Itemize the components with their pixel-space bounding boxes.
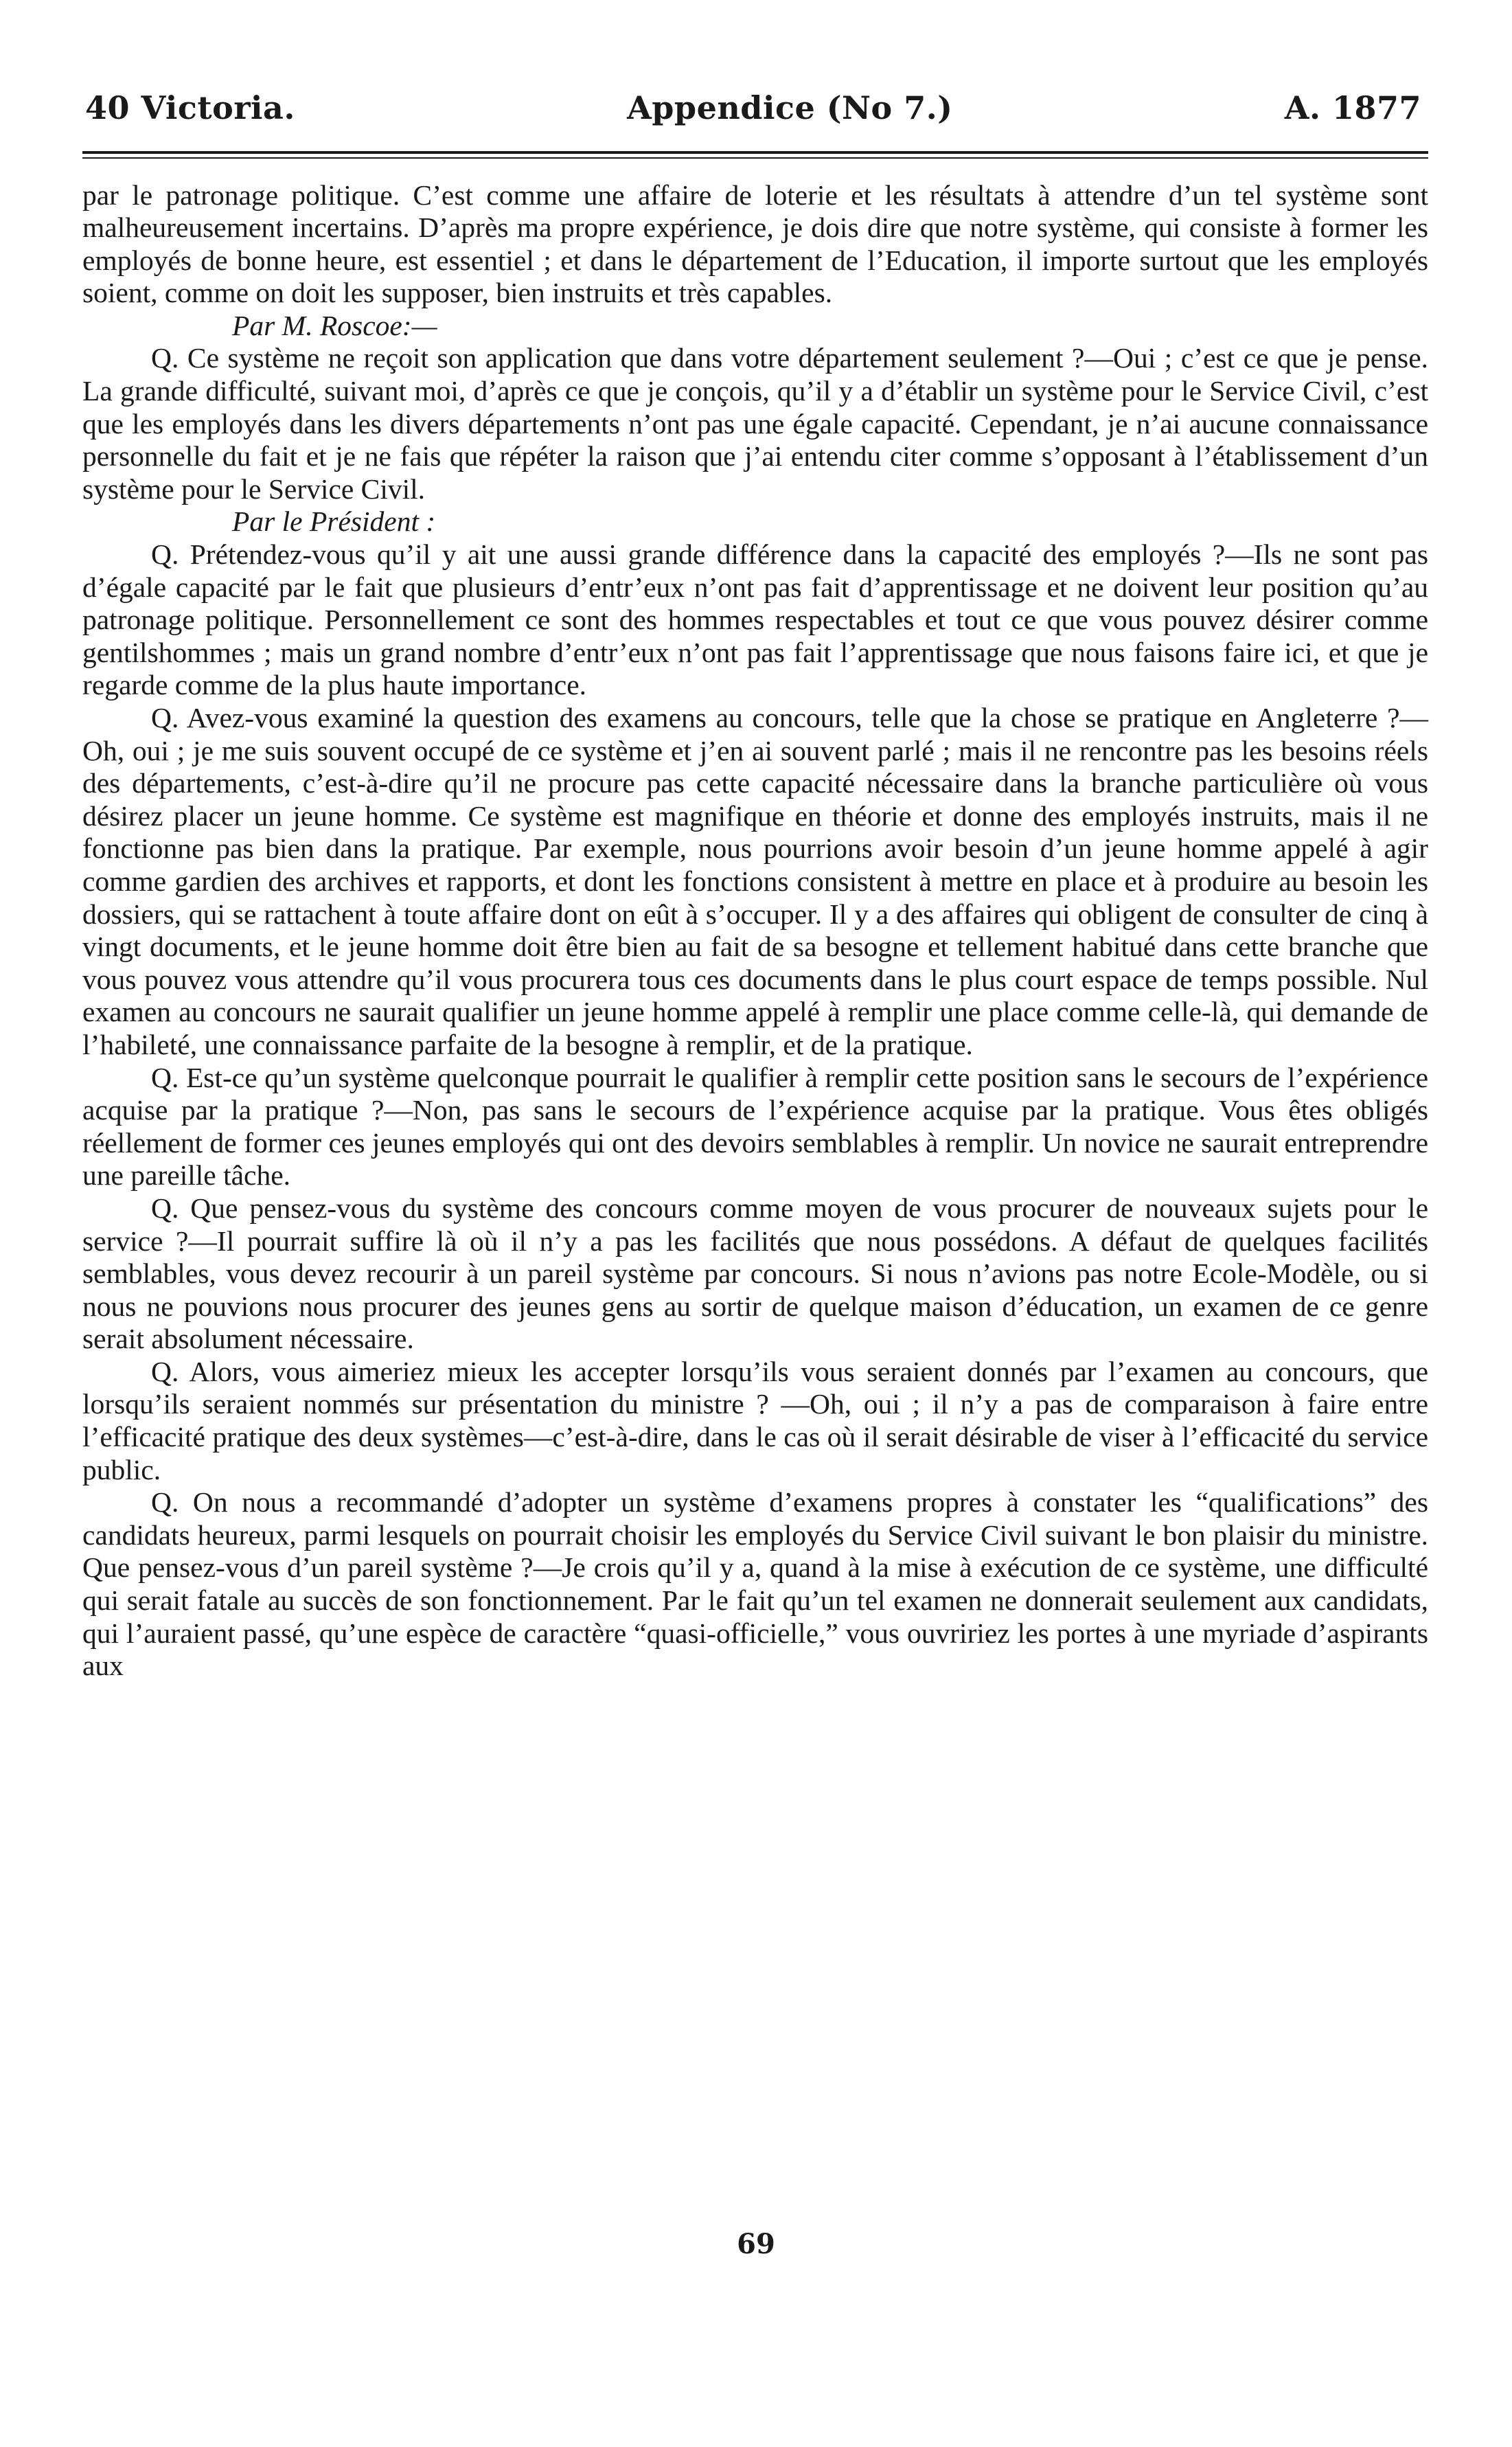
paragraph: Q. Avez-vous examiné la question des examens au concours, telle que la chose se pratique en Angleterre ?—Oh, oui ; je me suis souvent occupé de ce système et j’en ai souvent parlé ; mais il ne rencontre pas les besoins réels des départements, c’est-à-dire qu’il ne procure pas cette capacité nécessaire dans la branche particulière où vous désirez placer un jeune homme. Ce système est magnifique en théorie et donne des employés instruits, mais il ne fonctionne pas bien dans la pratique. Par exemple, nous pourrions avoir besoin d’un jeune homme appelé à agir comme gardien des archives et rapports, et dont les fonctions consistent à mettre en place et à produire au besoin les dossiers, qui se rattachent à toute affaire dont on eût à s’occuper. Il y a des affaires qui obligent de consulter de cinq à vingt documents, et le jeune homme doit être bien au fait de sa besogne et tellement habitué dans cette branche que vous pouvez vous attendre qu’il vous procurera tous ces documents dans le plus court espace de temps possible. Nul examen au concours ne saurait qualifier un jeune homme appelé à remplir une place comme celle-là, qui demande de l’habileté, une connaissance parfaite de la besogne à remplir, et de la pratique. [82, 702, 1428, 1060]
speaker-label: Par le Président : [232, 505, 436, 538]
paragraph: Q. Ce système ne reçoit son application que dans votre département seulement ?—Oui ; c’est ce que je pense. La grande difficulté, suivant moi, d’après ce que je conçois, qu’il y a d’établir un système pour le Service Civil, c’est que les employés dans les divers départements n’ont pas une égale capacité. Cependant, je n’ai aucune connaissance personnelle du fait et je ne fais que répéter la raison que j’ai entendu citer comme s’opposant à l’établissement d’un système pour le Service Civil. [82, 342, 1428, 505]
paragraph: Q. On nous a recommandé d’adopter un système d’examens propres à constater les “qualifications” des candidats heureux, parmi lesquels on pourrait choisir les employés du Service Civil suivant le bon plaisir du ministre. Que pensez-vous d’un pareil système ?—Je crois qu’il y a, quand à la mise à exécution de ce système, une difficulté qui serait fatale au succès de son fonctionnement. Par le fait qu’un tel examen ne donnerait seulement aux candidats, qui l’auraient passé, qu’une espèce de caractère “quasi-officielle,” vous ouvririez les portes à une myriade d’aspirants aux [82, 1486, 1428, 1682]
paragraph: Q. Prétendez-vous qu’il y ait une aussi grande différence dans la capacité des employés ?—Ils ne sont pas d’égale capacité par le fait que plusieurs d’entr’eux n’ont pas fait d’apprentissage et ne doivent leur position qu’au patronage politique. Personnellement ce sont des hommes respectables et tout ce que vous pouvez désirer comme gentilshommes ; mais un grand nombre d’entr’eux n’ont pas fait l’apprentissage que nous faisons faire ici, et que je regarde comme de la plus haute importance. [82, 538, 1428, 701]
paragraph: par le patronage politique. C’est comme une affaire de loterie et les résultats à attendre d’un tel système sont malheureusement incertains. D’après ma propre expérience, je dois dire que notre système, qui consiste à former les employés de bonne heure, est essentiel ; et dans le département de l’Education, il importe surtout que les employés soient, comme on doit les supposer, bien instruits et très capables. [82, 179, 1428, 309]
header-session: 40 Victoria. [85, 89, 295, 126]
speaker-label: Par M. Roscoe:— [232, 309, 437, 341]
header-year: A. 1877 [1284, 89, 1421, 126]
document-page [82, 89, 1428, 1683]
page-number: 69 [737, 2228, 775, 2260]
header-appendix: Appendice (No 7.) [627, 89, 953, 126]
header-rule-thin [82, 157, 1428, 159]
paragraph: Q. Alors, vous aimeriez mieux les accepter lorsqu’ils vous seraient donnés par l’examen au concours, que lorsqu’ils seraient nommés sur présentation du ministre ? —Oh, oui ; il n’y a pas de comparaison à faire entre l’efficacité pratique des deux systèmes—c’est-à-dire, dans le cas où il serait désirable de viser à l’efficacité du service public. [82, 1355, 1428, 1486]
body-text [82, 179, 1428, 1683]
running-header [82, 89, 1428, 126]
header-rule-thick [82, 151, 1428, 154]
paragraph: Q. Est-ce qu’un système quelconque pourrait le qualifier à remplir cette position sans le secours de l’expérience acquise par la pratique ?—Non, pas sans le secours de l’expérience acquise par la pratique. Vous êtes obligés réellement de former ces jeunes employés qui ont des devoirs semblables à remplir. Un novice ne saurait entreprendre une pareille tâche. [82, 1061, 1428, 1192]
paragraph: Q. Que pensez-vous du système des concours comme moyen de vous procurer de nouveaux sujets pour le service ?—Il pourrait suffire là où il n’y a pas les facilités que nous possédons. A défaut de quelques facilités semblables, vous devez recourir à un pareil système par concours. Si nous n’avions pas notre Ecole-Modèle, ou si nous ne pouvions nous procurer des jeunes gens au sortir de quelque maison d’éducation, un examen de ce genre serait absolument nécessaire. [82, 1192, 1428, 1355]
